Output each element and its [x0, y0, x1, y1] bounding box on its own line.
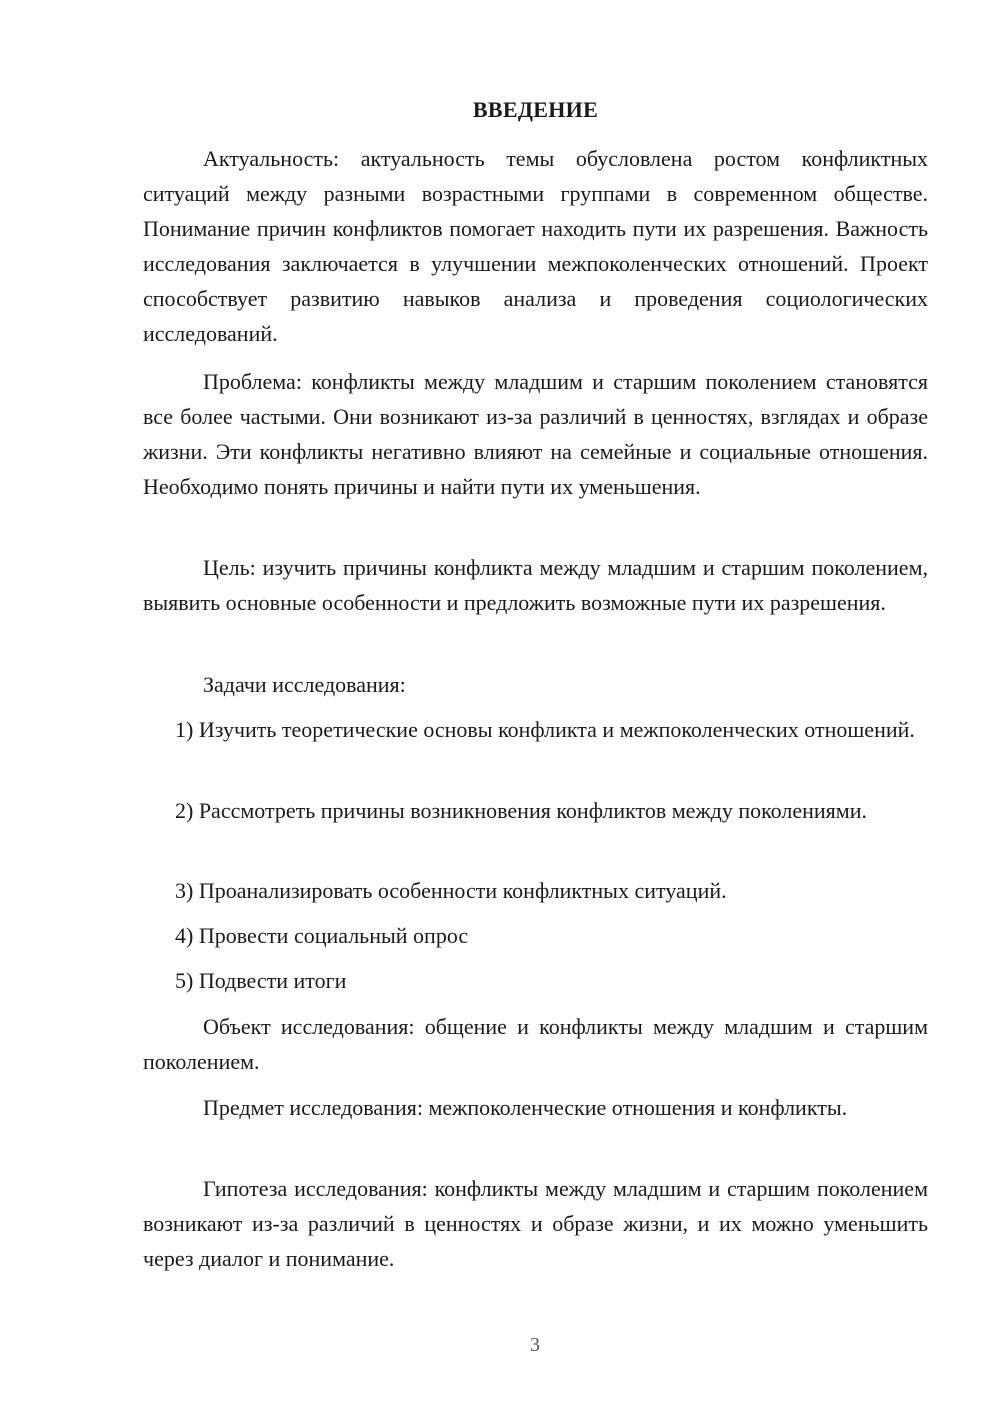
task-item-3: 3) Проанализировать особенности конфликтных ситуаций. [175, 878, 727, 903]
goal-paragraph: Цель: изучить причины конфликта между младшим и старшим поколением, выявить основные особенности и предложить возможные пути их разрешения. [143, 555, 928, 615]
page-number: 3 [530, 1334, 540, 1356]
problem-paragraph: Проблема: конфликты между младшим и старшим поколением становятся все более частыми. Они возникают из-за различий в ценностях, взглядах и образе жизни. Эти конфликты негативно влияют на семейные и социальные отношения. Необходимо понять причины и найти пути их уменьшения. [143, 369, 928, 499]
page-title: ВВЕДЕНИЕ [472, 97, 599, 122]
task-item-4: 4) Провести социальный опрос [175, 923, 469, 948]
tasks-heading: Задачи исследования: [203, 672, 406, 697]
task-item-2: 2) Рассмотреть причины возникновения конфликтов между поколениями. [175, 798, 868, 823]
relevance-paragraph: Актуальность: актуальность темы обусловлена ростом конфликтных ситуаций между разными возрастными группами в современном обществе. Понимание причин конфликтов помогает находить пути их разрешения. Важность исследования заключается в улучшении межпоколенческих отношений. Проект способствует развитию навыков анализа и проведения социологических исследований. [143, 146, 928, 346]
object-paragraph: Объект исследования: общение и конфликты между младшим и старшим поколением. [143, 1014, 928, 1074]
task-item-5: 5) Подвести итоги [175, 968, 347, 993]
task-item-1: 1) Изучить теоретические основы конфликта и межпоколенческих отношений. [175, 717, 915, 742]
subject-paragraph: Предмет исследования: межпоколенческие отношения и конфликты. [203, 1095, 848, 1120]
hypothesis-paragraph: Гипотеза исследования: конфликты между младшим и старшим поколением возникают из-за различий в ценностях и образе жизни, и их можно уменьшить через диалог и понимание. [143, 1176, 928, 1271]
